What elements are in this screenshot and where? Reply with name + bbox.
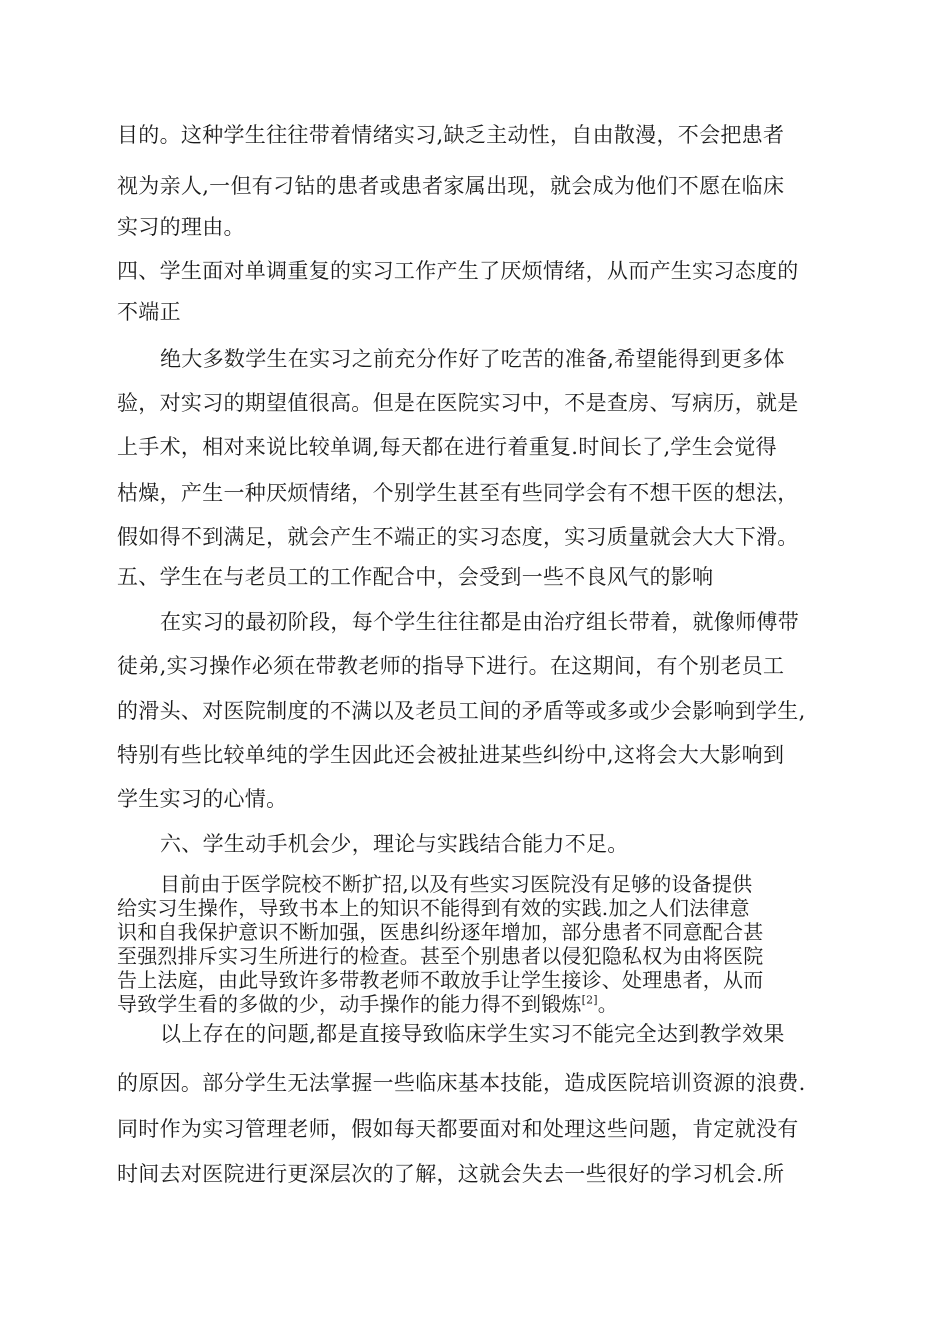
text-line: 在实习的最初阶段，每个学生往往都是由治疗组长带着，就像师傅带 xyxy=(160,610,799,634)
text-line: 徒弟,实习操作必须在带教老师的指导下进行。在这期间，有个别老员工 xyxy=(117,654,785,678)
text-line: 给实习生操作，导致书本上的知识不能得到有效的实践.加之人们法律意 xyxy=(117,896,750,920)
text-line: 目前由于医学院校不断扩招,以及有些实习医院没有足够的设备提供 xyxy=(160,872,753,896)
text-line: 视为亲人,一但有刁钻的患者或患者家属出现，就会成为他们不愿在临床 xyxy=(117,174,785,198)
section-heading: 六、学生动手机会少，理论与实践结合能力不足。 xyxy=(160,832,629,856)
text-line: 绝大多数学生在实习之前充分作好了吃苦的准备,希望能得到更多体 xyxy=(160,347,785,371)
text-line: 识和自我保护意识不断加强，医患纠纷逐年增加，部分患者不同意配合甚 xyxy=(117,920,764,944)
text-line: 的原因。部分学生无法掌握一些临床基本技能，造成医院培训资源的浪费. xyxy=(117,1071,806,1095)
section-heading: 四、学生面对单调重复的实习工作产生了厌烦情绪，从而产生实习态度的 xyxy=(117,259,799,283)
text-line: 以上存在的问题,都是直接导致临床学生实习不能完全达到教学效果 xyxy=(160,1022,785,1046)
citation-reference: [2] xyxy=(581,993,598,1007)
section-heading: 五、学生在与老员工的工作配合中，会受到一些不良风气的影响 xyxy=(117,565,714,589)
text-line: 特别有些比较单纯的学生因此还会被扯进某些纠纷中,这将会大大影响到 xyxy=(117,743,785,767)
text-line: 目的。这种学生往往带着情绪实习,缺乏主动性，自由散漫，不会把患者 xyxy=(117,123,785,147)
text-line: 实习的理由。 xyxy=(117,215,245,239)
text-line: 同时作为实习管理老师，假如每天都要面对和处理这些问题，肯定就没有 xyxy=(117,1117,799,1141)
text-line: 告上法庭，由此导致许多带教老师不敢放手让学生接诊、处理患者，从而 xyxy=(117,968,764,992)
text-line: 枯燥，产生一种厌烦情绪，个别学生甚至有些同学会有不想干医的想法， xyxy=(117,481,799,505)
text-line: 验，对实习的期望值很高。但是在医院实习中，不是查房、写病历，就是 xyxy=(117,391,799,415)
text-line: 学生实习的心情。 xyxy=(117,787,288,811)
text-line: 上手术，相对来说比较单调,每天都在进行着重复.时间长了,学生会觉得 xyxy=(117,435,777,459)
text-line: 的滑头、对医院制度的不满以及老员工间的矛盾等或多或少会影响到学生, xyxy=(117,699,806,723)
text-line: 至强烈排斥实习生所进行的检查。甚至个别患者以侵犯隐私权为由将医院 xyxy=(117,944,764,968)
text-line: 时间去对医院进行更深层次的了解，这就会失去一些很好的学习机会.所 xyxy=(117,1162,785,1186)
text-span: 。 xyxy=(597,992,618,1016)
text-span: 导致学生看的多做的少，动手操作的能力得不到锻炼 xyxy=(117,992,582,1016)
text-line xyxy=(117,992,618,1016)
text-line: 假如得不到满足，就会产生不端正的实习态度，实习质量就会大大下滑。 xyxy=(117,525,799,549)
section-heading: 不端正 xyxy=(117,300,181,324)
